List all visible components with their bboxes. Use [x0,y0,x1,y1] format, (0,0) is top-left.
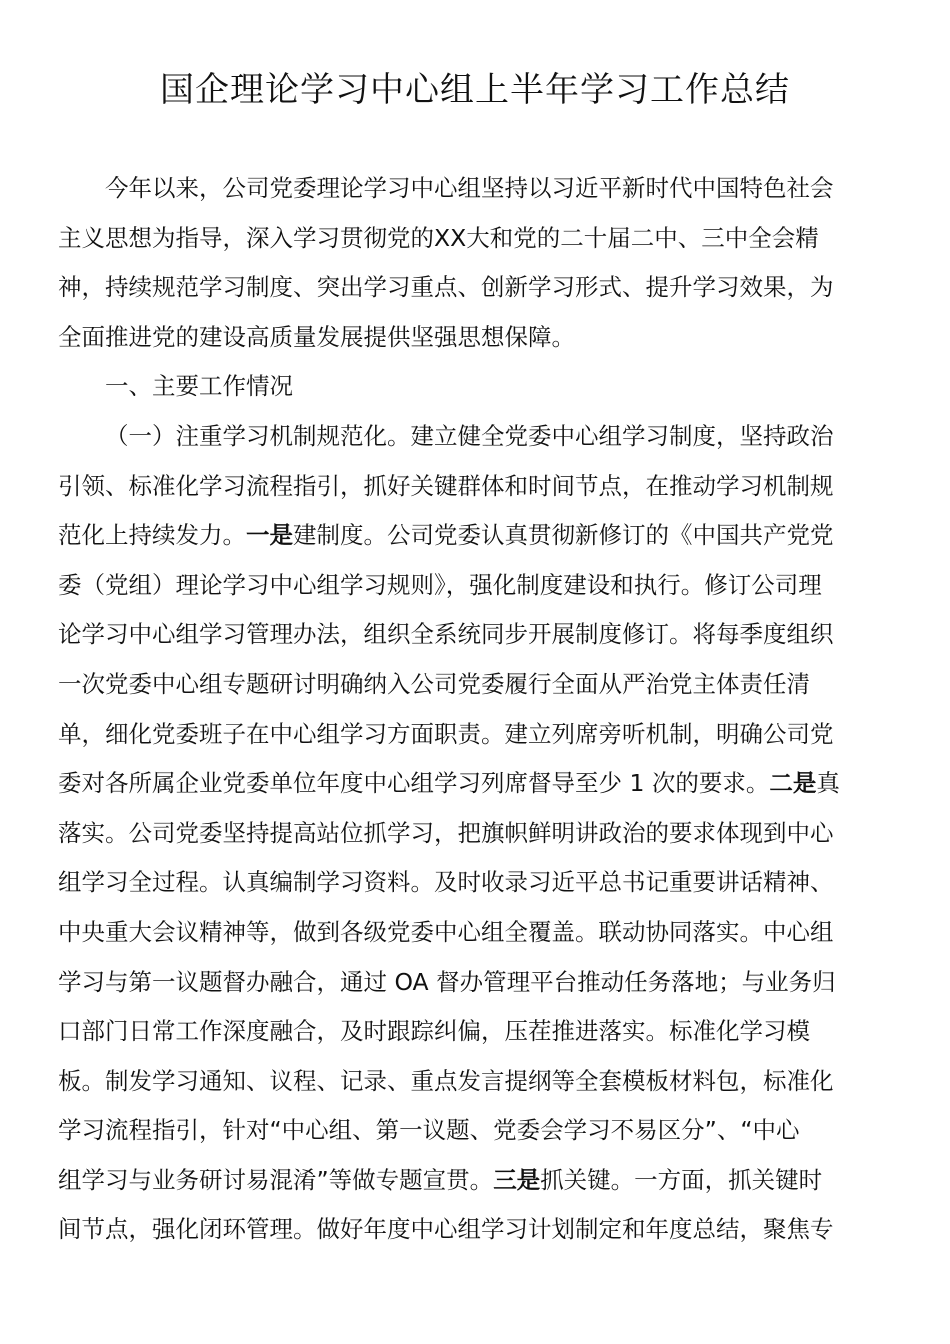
s1-line-10: 组学习全过程。认真编制学习资料。及时收录习近平总书记重要讲话精神、 [58,868,834,897]
s1-line-17: 间节点，强化闭环管理。做好年度中心组学习计划制定和年度总结，聚焦专 [58,1215,834,1244]
s1-line-6: 一次党委中心组专题研讨明确纳入公司党委履行全面从严治党主体责任清 [58,669,810,698]
intro-line-1: 今年以来，公司党委理论学习中心组坚持以习近平新时代中国特色社会 [105,174,834,202]
document-body [58,164,876,1255]
s1-line-3-b: 建制度。公司党委认真贯彻新修订的《中国共产党党 [293,521,834,550]
s1-line-9: 落实。公司党委坚持提高站位抓学习，把旗帜鲜明讲政治的要求体现到中心 [58,818,834,847]
intro-line-2: 主义思想为指导，深入学习贯彻党的XX大和党的二十届二中、三中全会精 [58,223,819,252]
bold-san-shi: 三是 [493,1165,541,1194]
s1-line-1: （一）注重学习机制规范化。建立健全党委中心组学习制度，坚持政治 [105,421,834,450]
s1-line-8-a: 委对各所属企业党委单位年度中心组学习列席督导至少 1 次的要求。 [58,769,770,798]
s1-line-4: 委（党组）理论学习中心组学习规则》，强化制度建设和执行。修订公司理 [58,570,822,599]
s1-line-12: 学习与第一议题督办融合，通过 OA 督办管理平台推动任务落地；与业务归 [58,967,836,996]
s1-line-3-a: 范化上持续发力。 [58,521,246,550]
intro-line-3: 神，持续规范学习制度、突出学习重点、创新学习形式、提升学习效果，为 [58,273,834,302]
section-heading-1 [58,362,876,412]
s1-line-13: 口部门日常工作深度融合，及时跟踪纠偏，压茬推进落实。标准化学习模 [58,1017,810,1046]
s1-line-16-b: 抓关键。一方面，抓关键时 [540,1165,823,1194]
s1-line-7: 单，细化党委班子在中心组学习方面职责。建立列席旁听机制，明确公司党 [58,719,834,748]
heading-main-work: 一、主要工作情况 [105,372,293,401]
bold-er-shi: 二是 [769,769,817,798]
s1-line-15: 学习流程指引，针对“中心组、第一议题、党委会学习不易区分”、“中心 [58,1116,800,1145]
section-1-paragraph [58,412,876,1255]
s1-line-14: 板。制发学习通知、议程、记录、重点发言提纲等全套模板材料包，标准化 [58,1066,834,1095]
s1-line-16 [58,1156,876,1206]
s1-line-5: 论学习中心组学习管理办法，组织全系统同步开展制度修订。将每季度组织 [58,620,834,649]
s1-line-11: 中央重大会议精神等，做到各级党委中心组全覆盖。联动协同落实。中心组 [58,917,834,946]
s1-line-16-a: 组学习与业务研讨易混淆”等做专题宣贯。 [58,1165,494,1194]
bold-yi-shi: 一是 [246,521,293,550]
s1-line-8-b: 真 [816,769,840,798]
s1-line-8 [58,759,876,809]
document-title: 国企理论学习中心组上半年学习工作总结 [160,70,790,110]
s1-line-2: 引领、标准化学习流程指引，抓好关键群体和时间节点，在推动学习机制规 [58,471,834,500]
intro-line-4: 全面推进党的建设高质量发展提供坚强思想保障。 [58,322,575,351]
intro-paragraph [58,164,876,362]
s1-line-3 [58,511,876,561]
